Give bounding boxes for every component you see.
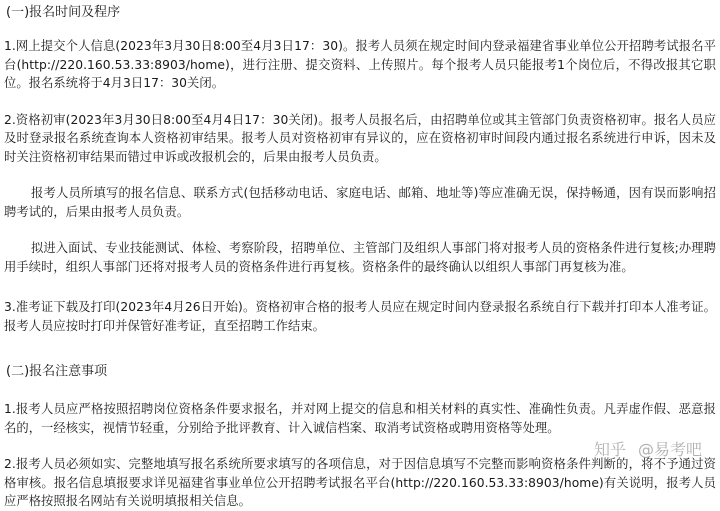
watermark <box>594 437 702 460</box>
paragraph-complete-information: 2.报考人员必须如实、完整地填写报名系统所要求填写的各项信息，对于因信息填写不完整而影响资格条件判断的，将不予通过资格审核。报名信息填报要求详见福建省事业单位公开招聘考试报名平台(http://220.160.53.33:8903/home)有关说明，报考人员应严格按照报名网站有关说明填报相关信息。 <box>4 457 716 508</box>
paragraph-online-submission: 1.网上提交个人信息(2023年3月30日8:00至4月3日17：30)。报考人员须在规定时间内登录福建省事业单位公开招聘考试报名平台(http://220.160.53.33:8903/home)，进行注册、提交资料、上传照片。每个报考人员只能报考1个岗位后，不得改报其它职位。报名系统将于4月3日17：30关闭。 <box>4 39 716 90</box>
watermark-brand: 知乎 <box>593 440 626 459</box>
paragraph-qualification-recheck: 拟进入面试、专业技能测试、体检、考察阶段，招聘单位、主管部门及组织人事部门将对报考人员的资格条件进行复核;办理聘用手续时，组织人事部门还将对报考人员的资格条件进行再复核。资格条件的最终确认以组织人事部门再复核为准。 <box>4 241 716 274</box>
document-body <box>4 2 716 511</box>
paragraph-contact-info: 报考人员所填写的报名信息、联系方式(包括移动电话、家庭电话、邮箱、地址等)等应准确无误，保持畅通，因有误而影响招聘考试的，后果由报考人员负责。 <box>4 186 716 219</box>
paragraph-honest-registration: 1.报考人员应严格按照招聘岗位资格条件要求报名，并对网上提交的信息和相关材料的真实性、准确性负责。凡弄虚作假、恶意报名的，一经核实，视情节轻重，分别给予批评教育、计入诚信档案、取消考试资格或聘用资格等处理。 <box>4 402 716 435</box>
paragraph-admission-ticket: 3.准考证下载及打印(2023年4月26日开始)。资格初审合格的报考人员应在规定时间内登录报名系统自行下载并打印本人准考证。报考人员应按时打印并保管好准考证，直至招聘工作结束。 <box>4 300 716 333</box>
watermark-author: @易考吧 <box>637 440 702 459</box>
section-heading-registration-notes: (二)报名注意事项 <box>6 364 108 379</box>
section-heading-registration-procedure: (一)报名时间及程序 <box>6 5 121 20</box>
paragraph-preliminary-review: 2.资格初审(2023年3月30日8:00至4月4日17：30关闭)。报考人员报名后，由招聘单位或其主管部门负责资格初审。报名人员应及时登录报名系统查询本人资格初审结果。报考人员对资格初审有异议的，应在资格初审时间段内通过报名系统进行申诉，因未及时关注资格初审结果而错过申诉或改报机会的，后果由报考人员负责。 <box>4 112 716 164</box>
